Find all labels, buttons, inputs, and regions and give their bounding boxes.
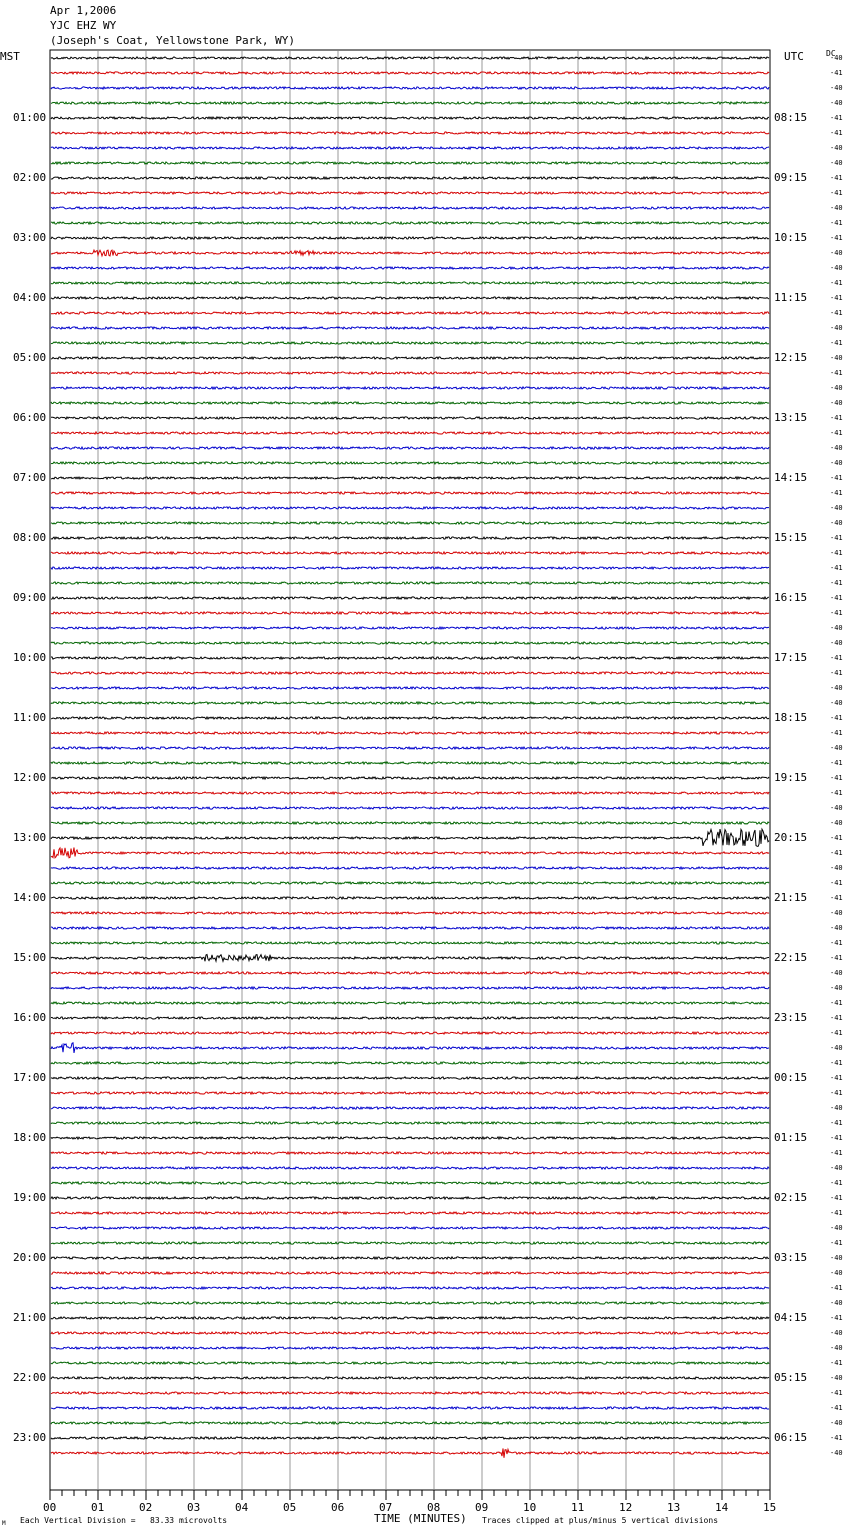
right-hour-label: 16:15 <box>774 591 808 604</box>
dc-offset-label: -41 <box>830 849 843 857</box>
x-tick-label: 14 <box>715 1501 729 1514</box>
right-hour-label: 08:15 <box>774 111 808 124</box>
dc-offset-label: -41 <box>830 1179 843 1187</box>
dc-offset-label: -40 <box>830 354 843 362</box>
trace-line <box>51 612 769 614</box>
dc-offset-label: -41 <box>830 1014 843 1022</box>
trace-line <box>51 702 769 704</box>
dc-offset-label: -40 <box>830 444 843 452</box>
dc-offset-label: -41 <box>830 1284 843 1292</box>
left-hour-label: 14:00 <box>13 891 47 904</box>
dc-offset-label: -41 <box>830 189 843 197</box>
dc-offset-label: -41 <box>830 564 843 572</box>
trace-line <box>51 1302 769 1304</box>
trace-line <box>51 987 769 989</box>
dc-offset-label: -40 <box>830 504 843 512</box>
x-tick-label: 07 <box>379 1501 393 1514</box>
trace-line <box>51 132 769 134</box>
x-tick-label: 09 <box>475 1501 489 1514</box>
trace-line <box>51 1152 769 1154</box>
trace-line <box>51 848 769 858</box>
dc-offset-label: -41 <box>830 1134 843 1142</box>
right-hour-label: 09:15 <box>774 171 808 184</box>
dc-label: DC <box>826 49 836 58</box>
dc-offset-label: -41 <box>830 714 843 722</box>
header-location: (Joseph's Coat, Yellowstone Park, WY) <box>50 34 296 47</box>
x-tick-label: 00 <box>43 1501 57 1514</box>
trace-line <box>51 627 769 629</box>
left-hour-label: 07:00 <box>13 471 47 484</box>
dc-offset-label: -40 <box>830 1299 843 1307</box>
left-hour-label: 21:00 <box>13 1311 47 1324</box>
dc-offset-label: -40 <box>830 144 843 152</box>
x-tick-label: 15 <box>763 1501 777 1514</box>
trace-line <box>51 1092 769 1094</box>
dc-offset-label: -40 <box>830 819 843 827</box>
dc-offset-label: -40 <box>830 84 843 92</box>
x-tick-label: 05 <box>283 1501 297 1514</box>
trace-line <box>51 402 769 404</box>
left-hour-label: 13:00 <box>13 831 47 844</box>
trace-line <box>51 672 769 674</box>
dc-offset-label: -41 <box>830 579 843 587</box>
dc-offset-label: -41 <box>830 429 843 437</box>
dc-offset-label: -40 <box>830 204 843 212</box>
trace-line <box>51 147 769 149</box>
trace-line <box>51 829 769 846</box>
trace-line <box>51 1448 769 1457</box>
x-tick-label: 08 <box>427 1501 441 1514</box>
trace-line <box>51 312 769 314</box>
trace-line <box>51 732 769 734</box>
right-hour-label: 00:15 <box>774 1071 808 1084</box>
dc-offset-label: -40 <box>830 384 843 392</box>
trace-line <box>51 177 769 179</box>
trace-line <box>51 912 769 914</box>
dc-offset-label: -41 <box>830 594 843 602</box>
left-hour-label: 03:00 <box>13 231 47 244</box>
left-hour-label: 09:00 <box>13 591 47 604</box>
dc-offset-label: -41 <box>830 279 843 287</box>
dc-offset-label: -40 <box>830 1269 843 1277</box>
dc-offset-label: -41 <box>830 174 843 182</box>
dc-offset-label: -40 <box>830 1164 843 1172</box>
dc-offset-label: -40 <box>830 684 843 692</box>
trace-line <box>51 57 769 59</box>
left-hour-label: 10:00 <box>13 651 47 664</box>
dc-offset-label: -41 <box>830 879 843 887</box>
trace-line <box>51 327 769 329</box>
dc-offset-label: -40 <box>830 864 843 872</box>
dc-offset-label: -40 <box>830 1449 843 1457</box>
left-hour-label: 22:00 <box>13 1371 47 1384</box>
x-tick-label: 04 <box>235 1501 249 1514</box>
trace-line <box>51 1407 769 1409</box>
trace-line <box>51 567 769 569</box>
trace-line <box>51 552 769 554</box>
trace-line <box>51 87 769 89</box>
trace-line <box>51 462 769 464</box>
trace-line <box>51 537 769 539</box>
trace-line <box>51 192 769 194</box>
dc-offset-label: -40 <box>830 924 843 932</box>
dc-offset-label: -40 <box>830 969 843 977</box>
trace-line <box>51 1272 769 1274</box>
right-hour-label: 05:15 <box>774 1371 808 1384</box>
trace-line <box>51 417 769 419</box>
left-hour-label: 02:00 <box>13 171 47 184</box>
dc-offset-label: -41 <box>830 1194 843 1202</box>
trace-line <box>51 822 769 824</box>
x-tick-label: 06 <box>331 1501 345 1514</box>
dc-offset-label: -40 <box>830 249 843 257</box>
trace-line <box>51 1043 769 1053</box>
dc-offset-label: -40 <box>830 1044 843 1052</box>
trace-line <box>51 1227 769 1229</box>
dc-offset-label: -41 <box>830 339 843 347</box>
trace-line <box>51 1242 769 1244</box>
dc-offset-label: -40 <box>830 99 843 107</box>
trace-line <box>51 1392 769 1394</box>
dc-offset-label: -41 <box>830 414 843 422</box>
dc-offset-label: -41 <box>830 729 843 737</box>
dc-offset-label: -41 <box>830 894 843 902</box>
x-tick-label: 11 <box>571 1501 585 1514</box>
trace-line <box>51 897 769 899</box>
dc-offset-label: -40 <box>830 804 843 812</box>
dc-offset-label: -40 <box>830 1329 843 1337</box>
dc-offset-label: -41 <box>830 834 843 842</box>
dc-offset-label: -41 <box>830 234 843 242</box>
dc-offset-label: -41 <box>830 1239 843 1247</box>
dc-offset-label: -41 <box>830 1149 843 1157</box>
dc-offset-label: -41 <box>830 1059 843 1067</box>
trace-line <box>51 1362 769 1364</box>
trace-line <box>51 582 769 584</box>
dc-offset-label: -41 <box>830 759 843 767</box>
right-hour-label: 20:15 <box>774 831 808 844</box>
dc-offset-label: -40 <box>830 639 843 647</box>
trace-line <box>51 1287 769 1289</box>
dc-offset-label: -41 <box>830 114 843 122</box>
dc-offset-label: -41 <box>830 1359 843 1367</box>
left-hour-label: 15:00 <box>13 951 47 964</box>
trace-line <box>51 1422 769 1424</box>
dc-offset-label: -41 <box>830 1074 843 1082</box>
dc-offset-label: -41 <box>830 69 843 77</box>
trace-line <box>51 1347 769 1349</box>
right-hour-label: 19:15 <box>774 771 808 784</box>
dc-offset-label: -40 <box>830 624 843 632</box>
dc-offset-label: -40 <box>830 1344 843 1352</box>
dc-offset-label: -41 <box>830 129 843 137</box>
trace-line <box>51 1332 769 1334</box>
trace-line <box>51 1077 769 1079</box>
trace-line <box>51 297 769 299</box>
trace-line <box>51 372 769 374</box>
right-hour-label: 13:15 <box>774 411 808 424</box>
dc-offset-label: -40 <box>830 399 843 407</box>
dc-offset-label: -40 <box>830 459 843 467</box>
left-hour-label: 19:00 <box>13 1191 47 1204</box>
dc-offset-label: -41 <box>830 939 843 947</box>
trace-line <box>51 1107 769 1109</box>
trace-line <box>51 267 769 269</box>
trace-line <box>51 237 769 239</box>
trace-line <box>51 72 769 74</box>
dc-offset-label: -41 <box>830 999 843 1007</box>
x-tick-label: 13 <box>667 1501 681 1514</box>
dc-offset-label: -40 <box>830 159 843 167</box>
dc-offset-label: -40 <box>830 1104 843 1112</box>
trace-line <box>51 1002 769 1004</box>
dc-offset-label: -41 <box>830 549 843 557</box>
dc-offset-label: -40 <box>830 1254 843 1262</box>
dc-offset-label: -41 <box>830 669 843 677</box>
right-hour-label: 15:15 <box>774 531 808 544</box>
right-hour-label: 21:15 <box>774 891 808 904</box>
x-tick-label: 01 <box>91 1501 105 1514</box>
trace-line <box>51 807 769 809</box>
trace-line <box>51 1182 769 1184</box>
trace-line <box>51 447 769 449</box>
right-hour-label: 04:15 <box>774 1311 808 1324</box>
trace-line <box>51 1032 769 1034</box>
trace-line <box>51 522 769 524</box>
header-date: Apr 1,2006 <box>50 4 117 17</box>
plot-frame <box>50 50 770 1490</box>
dc-offset-label: -40 <box>830 1374 843 1382</box>
right-hour-label: 01:15 <box>774 1131 808 1144</box>
trace-line <box>51 717 769 719</box>
x-tick-label: 10 <box>523 1501 537 1514</box>
dc-offset-label: -40 <box>830 324 843 332</box>
trace-line <box>51 642 769 644</box>
dc-offset-label: -41 <box>830 1119 843 1127</box>
trace-line <box>51 1167 769 1169</box>
dc-offset-label: -41 <box>830 489 843 497</box>
scale-note: Each Vertical Division = 83.33 microvolts <box>20 1516 228 1525</box>
dc-offset-label: -40 <box>830 1224 843 1232</box>
trace-line <box>51 492 769 494</box>
left-hour-label: 06:00 <box>13 411 47 424</box>
right-hour-label: 10:15 <box>774 231 808 244</box>
right-zone-label: UTC <box>784 50 804 63</box>
dc-offset-label: -40 <box>830 909 843 917</box>
trace-line <box>51 222 769 224</box>
dc-offset-label: -41 <box>830 654 843 662</box>
right-hour-label: 12:15 <box>774 351 808 364</box>
dc-offset-label: -41 <box>830 1209 843 1217</box>
left-hour-label: 08:00 <box>13 531 47 544</box>
dc-offset-label: -41 <box>830 369 843 377</box>
right-hour-label: 02:15 <box>774 1191 808 1204</box>
trace-line <box>51 1377 769 1379</box>
trace-line <box>51 117 769 119</box>
x-tick-label: 02 <box>139 1501 153 1514</box>
dc-offset-label: -41 <box>830 309 843 317</box>
trace-line <box>51 777 769 779</box>
dc-offset-label: -41 <box>830 789 843 797</box>
right-hour-label: 11:15 <box>774 291 808 304</box>
left-hour-label: 20:00 <box>13 1251 47 1264</box>
clip-note: Traces clipped at plus/minus 5 vertical divisions <box>482 1516 719 1525</box>
trace-line <box>51 342 769 344</box>
trace-line <box>51 1437 769 1439</box>
dc-offset-label: -41 <box>830 1404 843 1412</box>
left-hour-label: 12:00 <box>13 771 47 784</box>
dc-offset-label: -40 <box>830 264 843 272</box>
right-hour-label: 17:15 <box>774 651 808 664</box>
trace-line <box>51 867 769 869</box>
left-hour-label: 11:00 <box>13 711 47 724</box>
dc-offset-label: -40 <box>830 984 843 992</box>
trace-line <box>51 1137 769 1139</box>
corner-mark: M <box>2 1520 6 1527</box>
trace-line <box>51 1017 769 1019</box>
left-hour-label: 16:00 <box>13 1011 47 1024</box>
trace-line <box>51 250 769 256</box>
right-hour-label: 06:15 <box>774 1431 808 1444</box>
dc-offset-label: -40 <box>830 744 843 752</box>
dc-offset-label: -40 <box>830 519 843 527</box>
dc-offset-label: -40 <box>830 699 843 707</box>
dc-offset-label: -40 <box>830 1419 843 1427</box>
dc-offset-label: -40 <box>830 54 843 62</box>
right-hour-label: 14:15 <box>774 471 808 484</box>
trace-line <box>51 657 769 659</box>
trace-line <box>51 282 769 284</box>
dc-offset-label: -41 <box>830 1434 843 1442</box>
right-hour-label: 23:15 <box>774 1011 808 1024</box>
trace-line <box>51 927 769 929</box>
trace-line <box>51 357 769 359</box>
x-axis-label: TIME (MINUTES) <box>374 1512 467 1525</box>
dc-offset-label: -41 <box>830 1314 843 1322</box>
x-tick-label: 03 <box>187 1501 201 1514</box>
trace-line <box>51 1212 769 1214</box>
trace-line <box>51 955 769 962</box>
trace-line <box>51 882 769 884</box>
trace-line <box>51 1122 769 1124</box>
trace-line <box>51 1062 769 1064</box>
right-hour-label: 18:15 <box>774 711 808 724</box>
trace-line <box>51 207 769 209</box>
trace-line <box>51 1317 769 1319</box>
dc-offset-label: -41 <box>830 1029 843 1037</box>
left-hour-label: 01:00 <box>13 111 47 124</box>
dc-offset-label: -41 <box>830 474 843 482</box>
left-hour-label: 04:00 <box>13 291 47 304</box>
trace-line <box>51 387 769 389</box>
trace-line <box>51 792 769 794</box>
header-station: YJC EHZ WY <box>50 19 117 32</box>
dc-offset-label: -41 <box>830 1089 843 1097</box>
dc-offset-label: -41 <box>830 954 843 962</box>
dc-offset-label: -41 <box>830 774 843 782</box>
dc-offset-label: -41 <box>830 294 843 302</box>
trace-line <box>51 432 769 434</box>
trace-line <box>51 687 769 689</box>
trace-line <box>51 762 769 764</box>
dc-offset-label: -41 <box>830 1389 843 1397</box>
dc-offset-label: -41 <box>830 534 843 542</box>
trace-line <box>51 162 769 164</box>
trace-line <box>51 1197 769 1199</box>
trace-line <box>51 102 769 104</box>
right-hour-label: 22:15 <box>774 951 808 964</box>
trace-line <box>51 972 769 974</box>
left-hour-label: 17:00 <box>13 1071 47 1084</box>
trace-line <box>51 597 769 599</box>
dc-offset-label: -41 <box>830 609 843 617</box>
trace-line <box>51 507 769 509</box>
trace-line <box>51 1257 769 1259</box>
x-tick-label: 12 <box>619 1501 633 1514</box>
left-hour-label: 18:00 <box>13 1131 47 1144</box>
trace-line <box>51 477 769 479</box>
right-hour-label: 03:15 <box>774 1251 808 1264</box>
trace-line <box>51 747 769 749</box>
left-hour-label: 05:00 <box>13 351 47 364</box>
trace-line <box>51 942 769 944</box>
left-zone-label: MST <box>0 50 20 63</box>
left-hour-label: 23:00 <box>13 1431 47 1444</box>
dc-offset-label: -41 <box>830 219 843 227</box>
